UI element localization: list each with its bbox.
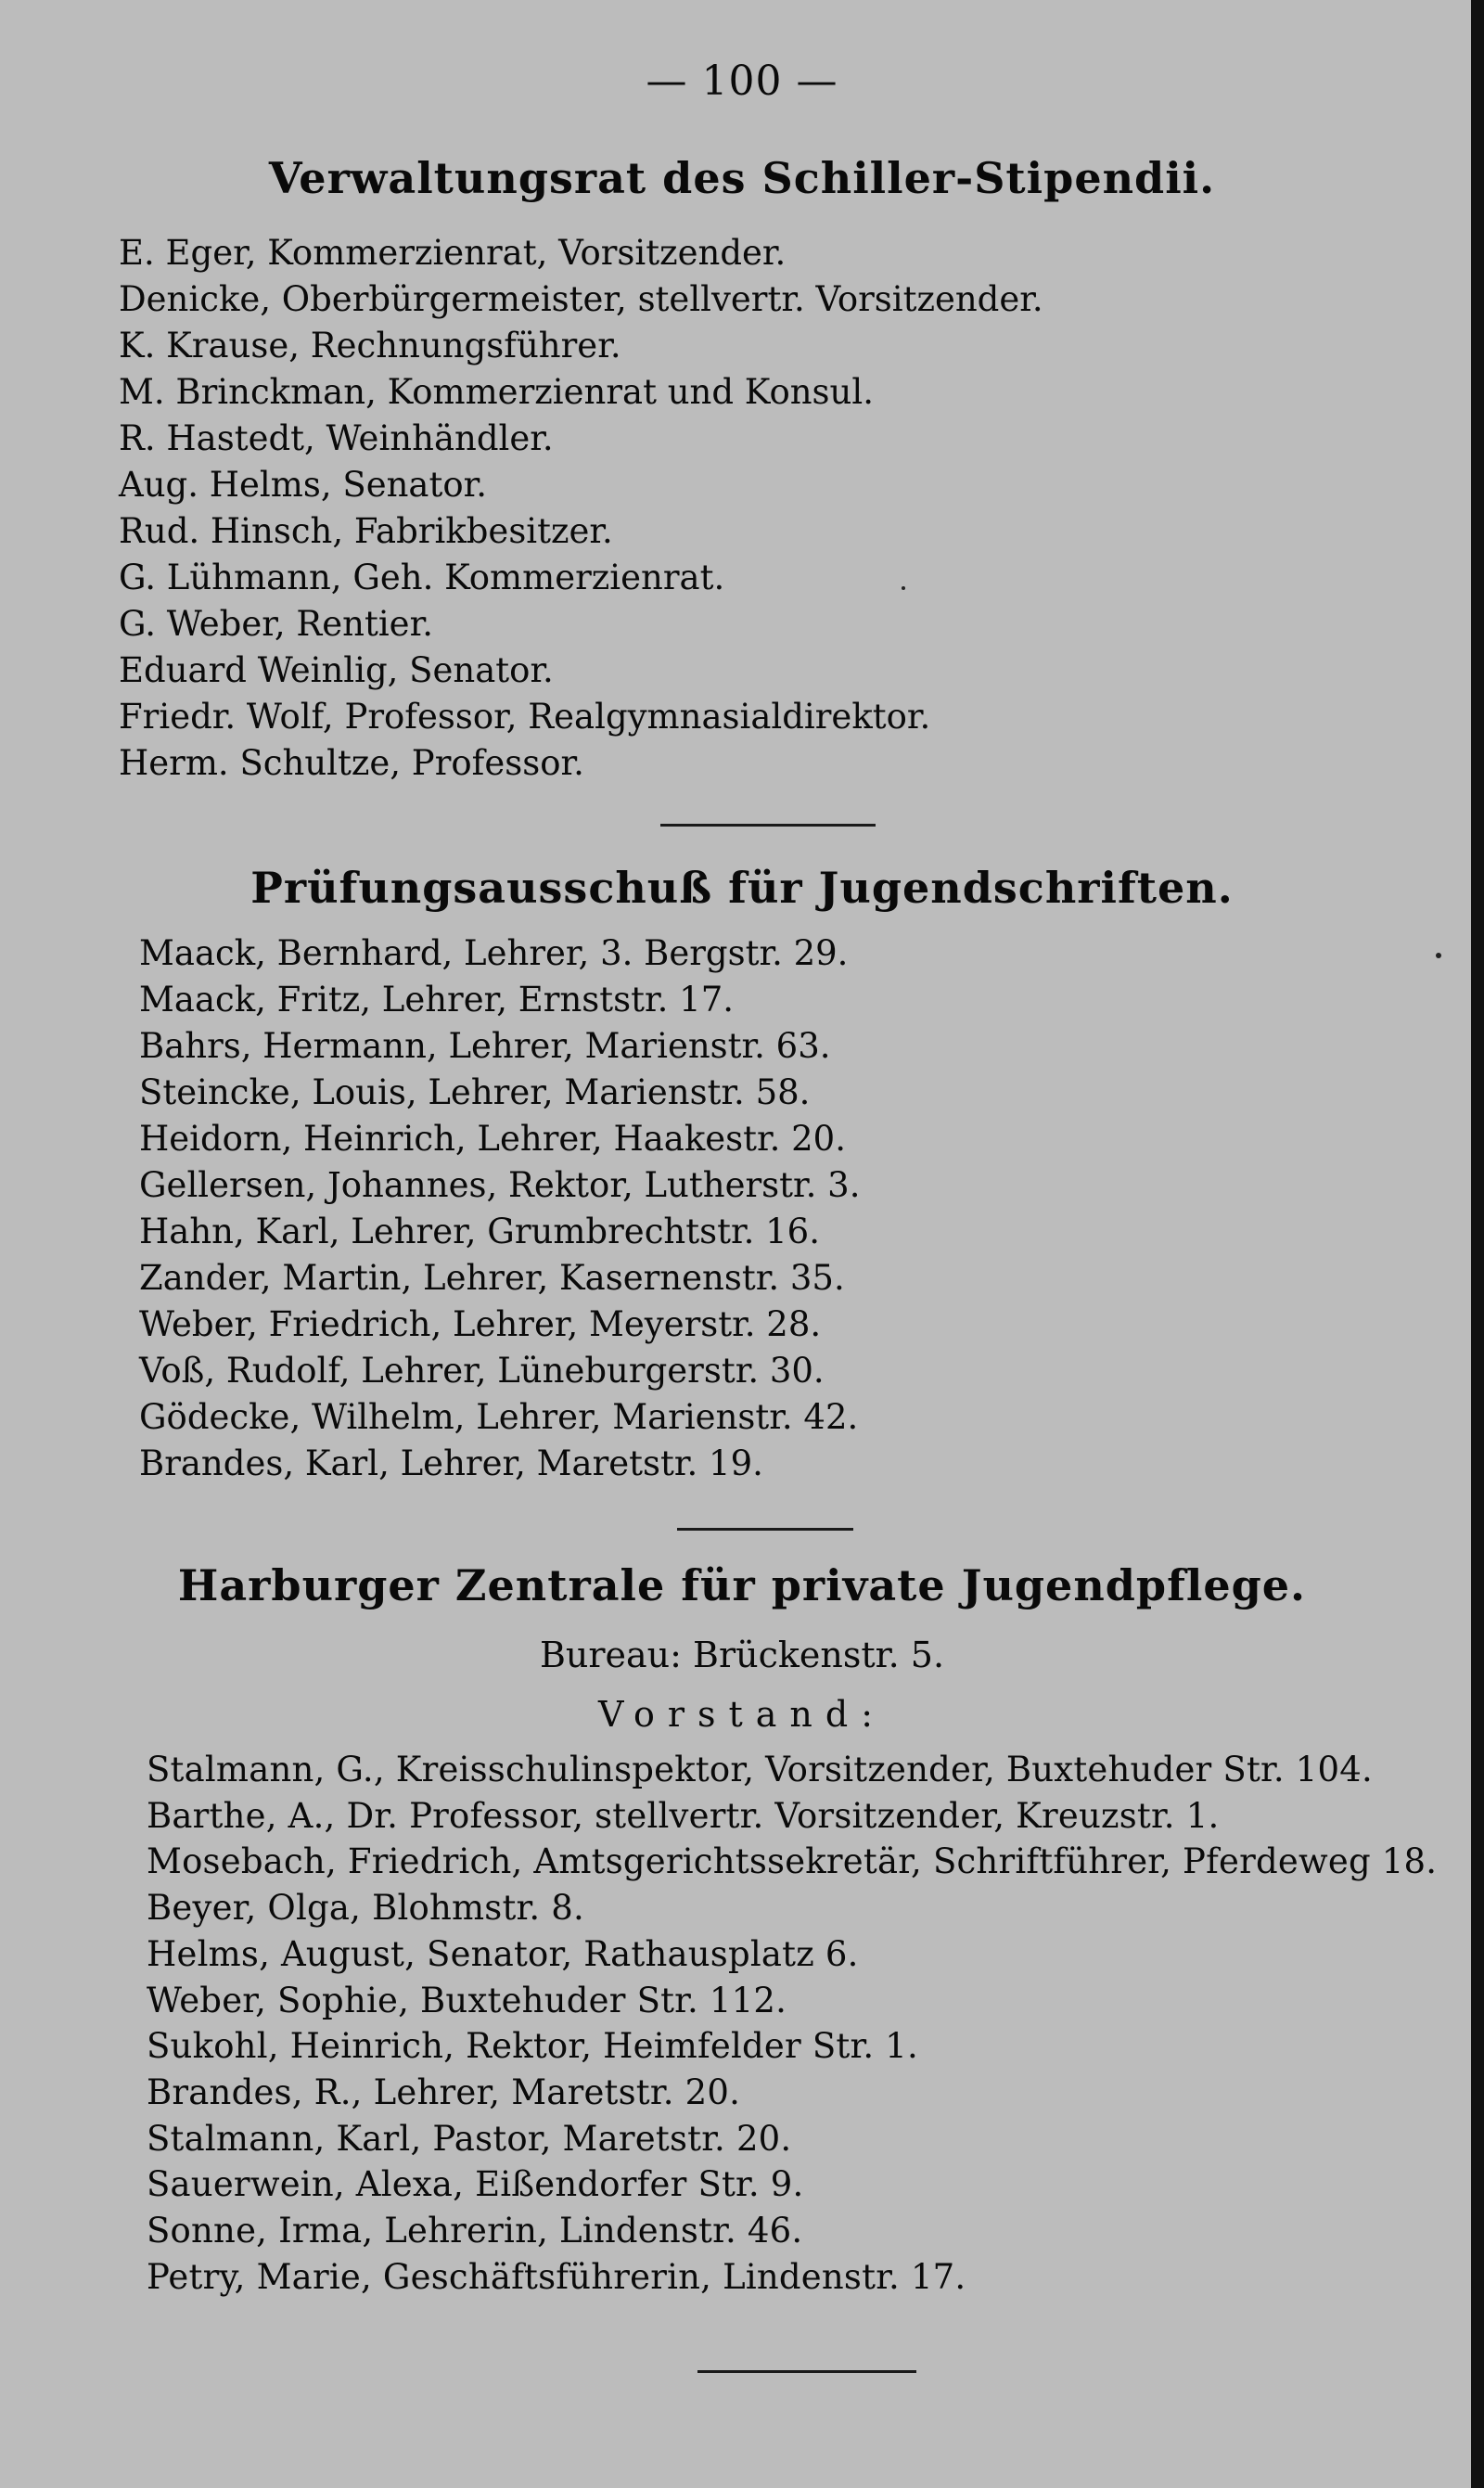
list-item: Stalmann, Karl, Pastor, Maretstr. 20. (147, 2118, 792, 2159)
section-heading-zentrale-jugendpflege: Harburger Zentrale für private Jugendpflege. (177, 1560, 1307, 1610)
list-item: K. Krause, Rechnungsführer. (119, 326, 621, 366)
list-item: Hahn, Karl, Lehrer, Grumbrechtstr. 16. (139, 1212, 820, 1251)
list-item: Herm. Schultze, Professor. (119, 743, 584, 783)
print-speck (1436, 953, 1441, 958)
list-item: Zander, Martin, Lehrer, Kasernenstr. 35. (139, 1258, 845, 1298)
list-item: Helms, August, Senator, Rathausplatz 6. (147, 1933, 859, 1974)
list-item: M. Brinckman, Kommerzienrat und Konsul. (119, 372, 874, 412)
vorstand-label: Vorstand: (597, 1694, 887, 1735)
list-item: Friedr. Wolf, Professor, Realgymnasialdirektor. (119, 697, 931, 737)
print-speck (902, 586, 905, 590)
bureau-address: Bureau: Brückenstr. 5. (539, 1635, 945, 1675)
section-divider (697, 2370, 916, 2373)
section-heading-pruefungsausschuss: Prüfungsausschuß für Jugendschriften. (250, 863, 1234, 913)
section-divider (677, 1528, 853, 1531)
section-heading-schiller-stipendium: Verwaltungsrat des Schiller-Stipendii. (268, 153, 1216, 203)
zentrale-member-list (147, 1747, 1437, 2300)
list-item: Gödecke, Wilhelm, Lehrer, Marienstr. 42. (139, 1397, 859, 1437)
page-number: — 100 — (646, 58, 838, 105)
list-item: Sonne, Irma, Lehrerin, Lindenstr. 46. (147, 2211, 803, 2251)
list-item: R. Hastedt, Weinhändler. (119, 418, 554, 458)
list-item: Maack, Bernhard, Lehrer, 3. Bergstr. 29. (139, 933, 849, 973)
list-item: Stalmann, G., Kreisschulinspektor, Vorsitzender, Buxtehuder Str. 104. (147, 1750, 1373, 1789)
list-item: Brandes, R., Lehrer, Maretstr. 20. (147, 2071, 741, 2112)
list-item: Maack, Fritz, Lehrer, Ernststr. 17. (139, 980, 734, 1020)
list-item: Weber, Sophie, Buxtehuder Str. 112. (147, 1980, 787, 2020)
list-item: Sauerwein, Alexa, Eißendorfer Str. 9. (147, 2164, 804, 2205)
list-item: Heidorn, Heinrich, Lehrer, Haakestr. 20. (139, 1119, 846, 1159)
list-item: Denicke, Oberbürgermeister, stellvertr. Vorsitzender. (119, 279, 1043, 319)
list-item: Gellersen, Johannes, Rektor, Lutherstr. 3. (139, 1165, 861, 1205)
list-item: Brandes, Karl, Lehrer, Maretstr. 19. (139, 1443, 763, 1483)
list-item: Petry, Marie, Geschäftsführerin, Lindenstr. 17. (147, 2256, 966, 2297)
list-item: Barthe, A., Dr. Professor, stellvertr. Vorsitzender, Kreuzstr. 1. (147, 1795, 1220, 1836)
list-item: Voß, Rudolf, Lehrer, Lüneburgerstr. 30. (139, 1351, 825, 1391)
list-item: Aug. Helms, Senator. (119, 465, 488, 505)
list-item: Bahrs, Hermann, Lehrer, Marienstr. 63. (139, 1026, 831, 1066)
list-item: E. Eger, Kommerzienrat, Vorsitzender. (119, 233, 787, 273)
list-item: Sukohl, Heinrich, Rektor, Heimfelder Str. 1. (147, 2026, 918, 2067)
list-item: Rud. Hinsch, Fabrikbesitzer. (119, 511, 613, 551)
list-item: Steincke, Louis, Lehrer, Marienstr. 58. (139, 1072, 811, 1112)
list-item: G. Lühmann, Geh. Kommerzienrat. (119, 558, 725, 597)
list-item: Mosebach, Friedrich, Amtsgerichtssekretär, Schriftführer, Pferdeweg 18. (147, 1841, 1438, 1882)
section-divider (660, 824, 876, 827)
list-item: Weber, Friedrich, Lehrer, Meyerstr. 28. (139, 1304, 822, 1344)
list-item: Eduard Weinlig, Senator. (119, 650, 554, 690)
list-item: G. Weber, Rentier. (119, 604, 433, 644)
pruefungsausschuss-member-list (139, 930, 860, 1487)
list-item: Beyer, Olga, Blohmstr. 8. (147, 1888, 584, 1929)
schiller-stipendium-member-list (119, 230, 1043, 787)
